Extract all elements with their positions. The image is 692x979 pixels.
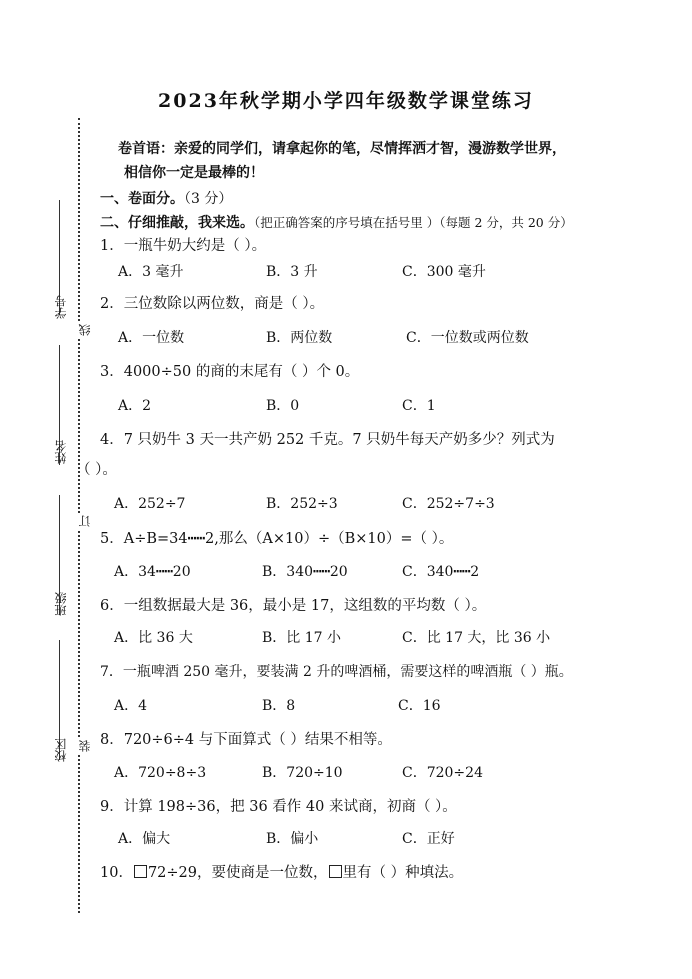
question-1: 1．一瓶牛奶大约是（ ）。 — [100, 238, 267, 254]
class-label: 班级 — [54, 592, 68, 616]
blank-box-icon — [329, 865, 342, 878]
option-c[interactable]: C．252÷7÷3 — [402, 496, 495, 512]
question-10 — [100, 861, 463, 882]
section-1-label: 一、卷面分。 — [100, 191, 184, 207]
option-b[interactable]: B．0 — [266, 398, 300, 414]
cut-line-label: 线 — [78, 324, 92, 336]
option-c[interactable]: C．一位数或两位数 — [406, 330, 529, 346]
option-b[interactable]: B．两位数 — [266, 330, 333, 346]
name-label: 姓名 — [54, 440, 68, 464]
option-a[interactable]: A．偏大 — [118, 831, 171, 847]
question-8: 8．720÷6÷4 与下面算式（ ）结果不相等。 — [100, 732, 392, 748]
option-b[interactable]: B．252÷3 — [266, 496, 338, 512]
option-a[interactable]: A．2 — [118, 398, 152, 414]
section-1 — [100, 188, 232, 208]
school-label: 校区 — [54, 738, 68, 762]
option-a[interactable]: A．3 毫升 — [118, 264, 184, 280]
option-b[interactable]: B．比 17 小 — [262, 630, 342, 646]
option-a[interactable]: A．4 — [114, 698, 148, 714]
question-4-line-2: （ ）。 — [76, 462, 117, 478]
option-a[interactable]: A．252÷7 — [114, 496, 186, 512]
option-c[interactable]: C．340┅┅2 — [402, 564, 480, 580]
section-2-note: （把正确答案的序号填在括号里 ）（每题 2 分，共 20 分） — [254, 215, 573, 230]
blank-box-icon — [134, 865, 147, 878]
student-id-label: 学号 — [54, 295, 68, 319]
option-a[interactable]: A．720÷8÷3 — [114, 765, 207, 781]
option-c[interactable]: C．300 毫升 — [402, 264, 486, 280]
option-b[interactable]: B．偏小 — [266, 831, 319, 847]
option-c[interactable]: C．比 17 大，比 36 小 — [402, 630, 551, 646]
question-10-text: 72÷29，要使商是一位数， — [147, 865, 328, 881]
option-c[interactable]: C．正好 — [402, 831, 455, 847]
cut-ding-label: 订 — [78, 515, 92, 527]
intro-line-1: 卷首语：亲爱的同学们，请拿起你的笔，尽情挥洒才智，漫游数学世界， — [118, 141, 566, 157]
question-10-number: 10． — [100, 865, 133, 881]
intro-line-2: 相信你一定是最棒的！ — [124, 165, 264, 181]
option-c[interactable]: C．16 — [398, 698, 441, 714]
question-5: 5．A÷B=34┅┅2,那么（A×10）÷（B×10）=（ ）。 — [100, 531, 454, 547]
question-2: 2．三位数除以两位数，商是（ ）。 — [100, 296, 325, 312]
option-c[interactable]: C．720÷24 — [402, 765, 483, 781]
option-b[interactable]: B．720÷10 — [262, 765, 343, 781]
option-a[interactable]: A．一位数 — [118, 330, 185, 346]
question-6: 6．一组数据最大是 36，最小是 17，这组数的平均数（ ）。 — [100, 598, 487, 614]
option-b[interactable]: B．3 升 — [266, 264, 318, 280]
section-2-label: 二、仔细推敲，我来选。 — [100, 215, 254, 231]
section-1-note: （3 分） — [184, 191, 233, 207]
section-2 — [100, 212, 573, 232]
question-9: 9．计算 198÷36，把 36 看作 40 来试商，初商（ ）。 — [100, 799, 457, 815]
question-7: 7．一瓶啤酒 250 毫升，要装满 2 升的啤酒桶，需要这样的啤酒瓶（ ）瓶。 — [100, 664, 573, 680]
question-10-text-end: 里有（ ）种填法。 — [342, 865, 464, 881]
page-title: 2023年秋学期小学四年级数学课堂练习 — [158, 90, 534, 112]
option-c[interactable]: C．1 — [402, 398, 436, 414]
question-3: 3．4000÷50 的商的末尾有（ ）个 0。 — [100, 364, 360, 380]
option-b[interactable]: B．340┅┅20 — [262, 564, 348, 580]
option-b[interactable]: B．8 — [262, 698, 296, 714]
option-a[interactable]: A．比 36 大 — [114, 630, 193, 646]
cut-zhuang-label: 装 — [78, 740, 92, 752]
question-4: 4．7 只奶牛 3 天一共产奶 252 千克。7 只奶牛每天产奶多少？列式为 — [100, 432, 555, 448]
option-a[interactable]: A．34┅┅20 — [114, 564, 191, 580]
